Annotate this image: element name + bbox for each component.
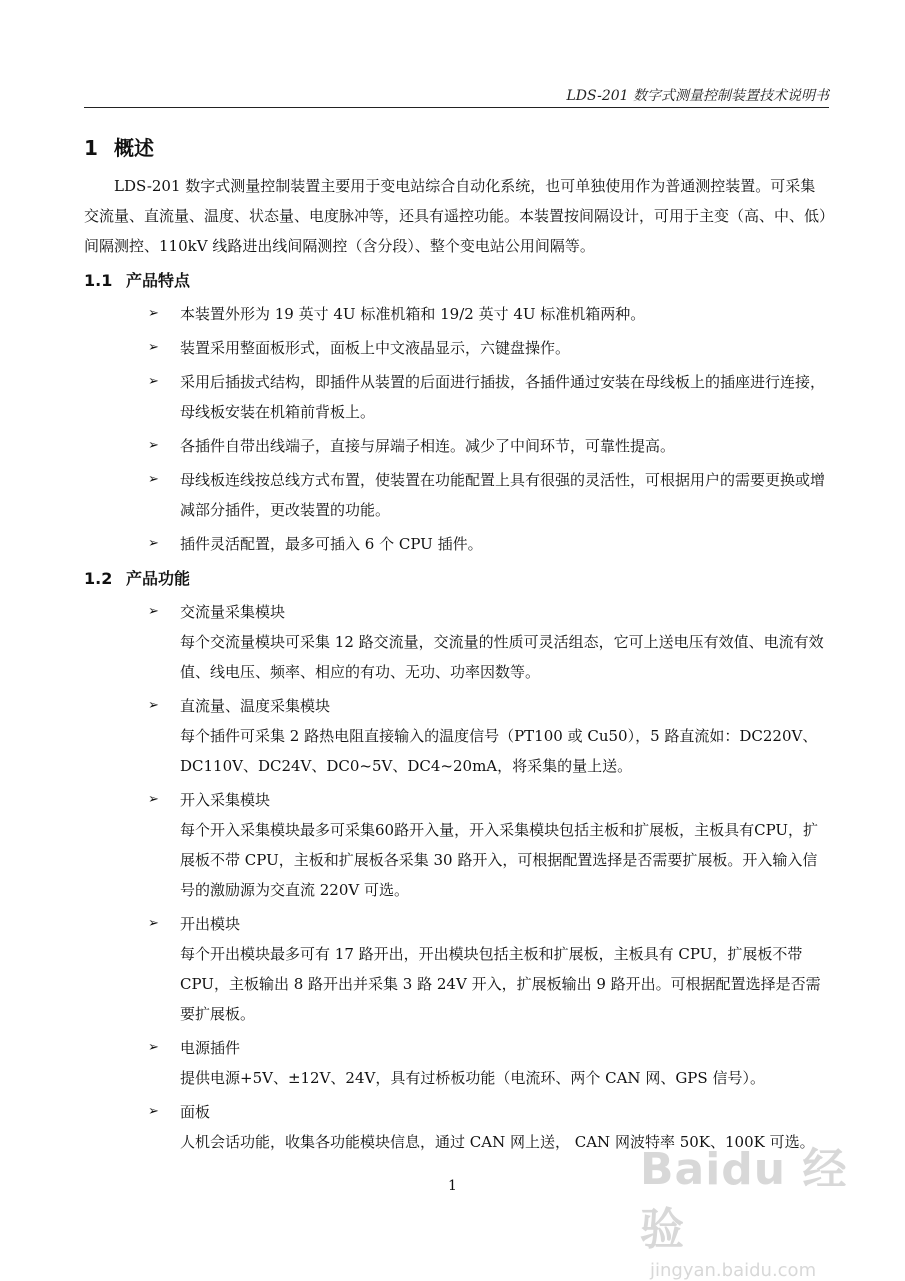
content <box>84 133 829 1161</box>
arrow-bullet-icon: ➢ <box>148 604 159 619</box>
baidu-watermark <box>640 1140 880 1281</box>
feature-item: ➢ 插件灵活配置，最多可插入 6 个 CPU 插件。 <box>84 529 829 559</box>
features-heading <box>84 267 829 295</box>
intro-paragraph: LDS-201 数字式测量控制装置主要用于变电站综合自动化系统，也可单独使用作为普通测控装置。可采集交流量、直流量、温度、状态量、电度脉冲等，还具有遥控功能。本装置按间隔设计，可用于主变（高、中、低）间隔测控、110kV 线路进出线间隔测控（含分段）、整个变电站公用间隔等。 <box>84 177 827 255</box>
arrow-bullet-icon: ➢ <box>148 1104 159 1119</box>
function-item <box>84 691 829 781</box>
function-name: 直流量、温度采集模块 <box>180 697 331 715</box>
function-desc: 每个开入采集模块最多可采集60路开入量，开入采集模块包括主板和扩展板，主板具有CPU，扩展板不带 CPU，主板和扩展板各采集 30 路开入，可根据配置选择是否需要扩展板。开入输入信号的激励源为交直流 220V 可选。 <box>180 821 819 899</box>
feature-item: ➢ 采用后插拔式结构，即插件从装置的后面进行插拔，各插件通过安装在母线板上的插座进行连接，母线板安装在机箱前背板上。 <box>84 367 829 427</box>
arrow-bullet-icon: ➢ <box>148 536 159 551</box>
section-title: 概述 <box>114 136 154 160</box>
feature-item: ➢ 装置采用整面板形式，面板上中文液晶显示，六键盘操作。 <box>84 333 829 363</box>
function-item <box>84 1033 829 1093</box>
functions-number: 1.2 <box>84 569 113 588</box>
arrow-bullet-icon: ➢ <box>148 374 159 389</box>
arrow-bullet-icon: ➢ <box>148 792 159 807</box>
feature-item: ➢ 各插件自带出线端子，直接与屏端子相连。减少了中间环节，可靠性提高。 <box>84 431 829 461</box>
header-rule <box>84 107 829 108</box>
function-item <box>84 785 829 905</box>
arrow-bullet-icon: ➢ <box>148 438 159 453</box>
function-name: 交流量采集模块 <box>180 603 286 621</box>
arrow-bullet-icon: ➢ <box>148 698 159 713</box>
functions-heading <box>84 565 829 593</box>
features-number: 1.1 <box>84 271 113 290</box>
section-heading <box>84 133 829 163</box>
function-name: 面板 <box>180 1103 211 1121</box>
features-title: 产品特点 <box>126 271 191 290</box>
function-desc: 每个交流量模块可采集 12 路交流量，交流量的性质可灵活组态，它可上送电压有效值、电流有效值、线电压、频率、相应的有功、无功、功率因数等。 <box>180 633 824 681</box>
section-number: 1 <box>84 136 98 160</box>
watermark-logo: Baidu 经验 <box>640 1144 848 1255</box>
features-list <box>84 299 829 559</box>
arrow-bullet-icon: ➢ <box>148 916 159 931</box>
function-item <box>84 597 829 687</box>
function-desc: 提供电源+5V、±12V、24V，具有过桥板功能（电流环、两个 CAN 网、GPS 信号）。 <box>180 1069 765 1087</box>
page-number: 1 <box>448 1178 457 1194</box>
feature-item: ➢ 本装置外形为 19 英寸 4U 标准机箱和 19/2 英寸 4U 标准机箱两种。 <box>84 299 829 329</box>
functions-title: 产品功能 <box>126 569 191 588</box>
arrow-bullet-icon: ➢ <box>148 340 159 355</box>
feature-item: ➢ 母线板连线按总线方式布置，使装置在功能配置上具有很强的灵活性，可根据用户的需要更换或增减部分插件，更改装置的功能。 <box>84 465 829 525</box>
watermark-url: jingyan.baidu.com <box>650 1260 817 1281</box>
function-item <box>84 909 829 1029</box>
functions-list <box>84 597 829 1157</box>
function-name: 开入采集模块 <box>180 791 271 809</box>
arrow-bullet-icon: ➢ <box>148 1040 159 1055</box>
running-header: LDS-201 数字式测量控制装置技术说明书 <box>566 88 829 104</box>
function-desc: 人机会话功能，收集各功能模块信息，通过 CAN 网上送， CAN 网波特率 50K、100K 可选。 <box>180 1133 815 1151</box>
function-name: 电源插件 <box>180 1039 241 1057</box>
arrow-bullet-icon: ➢ <box>148 472 159 487</box>
function-name: 开出模块 <box>180 915 241 933</box>
arrow-bullet-icon: ➢ <box>148 306 159 321</box>
function-desc: 每个插件可采集 2 路热电阻直接输入的温度信号（PT100 或 Cu50），5 路直流如：DC220V、DC110V、DC24V、DC0~5V、DC4~20mA，将采集的量上送。 <box>180 727 818 775</box>
function-desc: 每个开出模块最多可有 17 路开出，开出模块包括主板和扩展板，主板具有 CPU，扩展板不带 CPU，主板输出 8 路开出并采集 3 路 24V 开入，扩展板输出 9 路开出。可根据配置选择是否需要扩展板。 <box>180 945 821 1023</box>
